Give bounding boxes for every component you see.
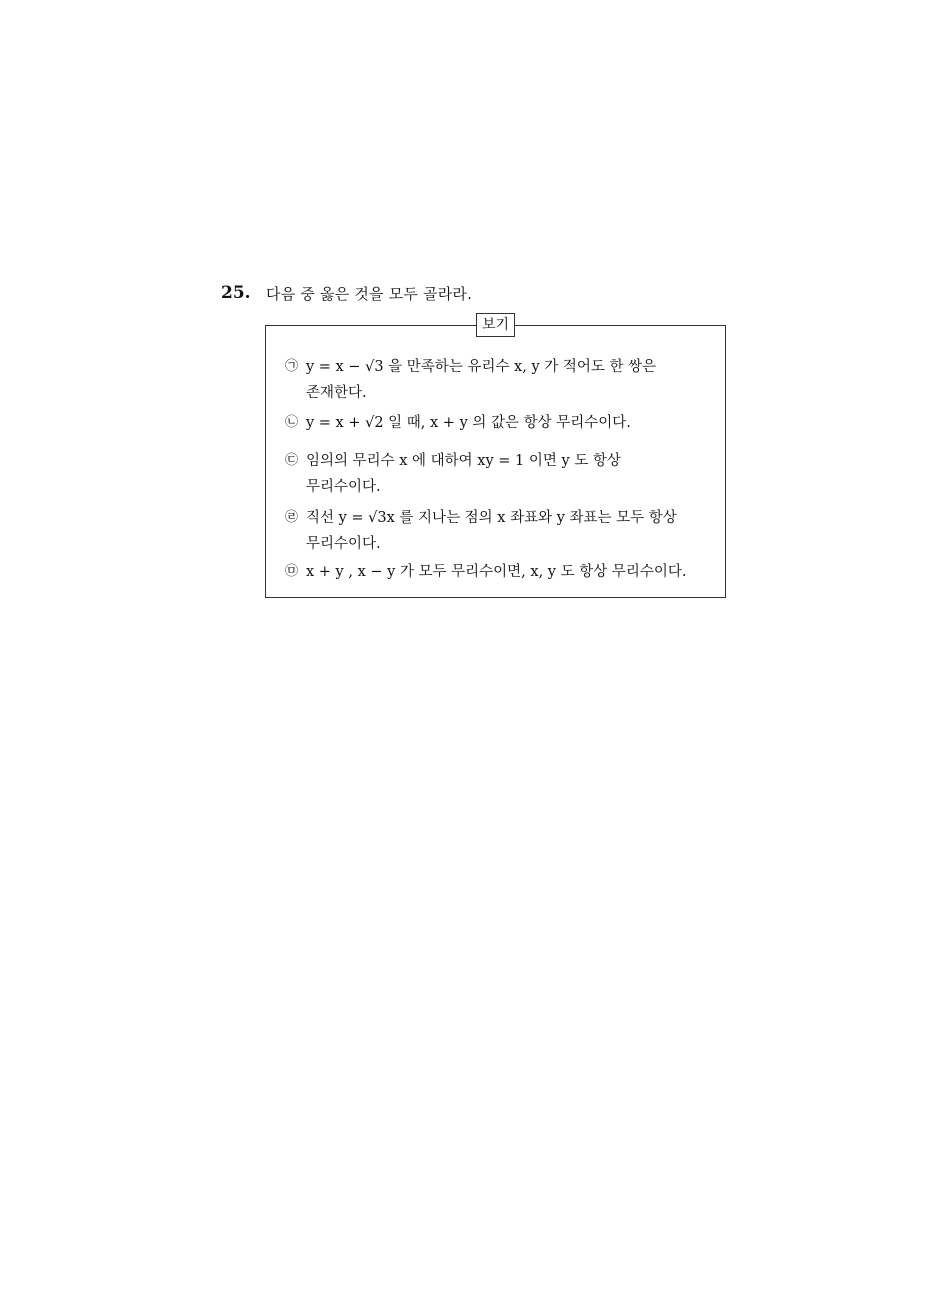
item-text xyxy=(306,559,715,585)
item-marker: ㉡ xyxy=(285,415,299,430)
bogi-item-4 xyxy=(285,505,715,557)
item-text-line: 무리수이다. xyxy=(306,536,381,552)
bogi-item-2 xyxy=(285,410,715,436)
item-text xyxy=(306,410,715,436)
question-number: 25. xyxy=(221,283,251,303)
item-text-line: y = x + √2 일 때, x + y 의 값은 항상 무리수이다. xyxy=(306,415,631,431)
item-text-line: 임의의 무리수 x 에 대하여 xy = 1 이면 y 도 항상 xyxy=(306,453,621,469)
item-text-line: y = x − √3 을 만족하는 유리수 x, y 가 적어도 한 쌍은 xyxy=(306,359,657,375)
bogi-item-5 xyxy=(285,559,715,585)
item-text-line: 무리수이다. xyxy=(306,479,381,495)
item-marker: ㉠ xyxy=(285,359,299,374)
item-marker: ㉣ xyxy=(285,510,299,525)
bogi-item-1 xyxy=(285,354,715,406)
bogi-label: 보기 xyxy=(476,313,515,337)
item-text xyxy=(306,354,715,406)
item-text-line: 존재한다. xyxy=(306,385,367,401)
question-stem: 다음 중 옳은 것을 모두 골라라. xyxy=(266,285,473,303)
bogi-item-3 xyxy=(285,448,715,500)
item-marker: ㉤ xyxy=(285,564,299,579)
item-text-line: 직선 y = √3x 를 지나는 점의 x 좌표와 y 좌표는 모두 항상 xyxy=(306,510,677,526)
item-text-line: x + y , x − y 가 모두 무리수이면, x, y 도 항상 무리수이다. xyxy=(306,564,687,580)
item-text xyxy=(306,505,715,557)
item-marker: ㉢ xyxy=(285,453,299,468)
item-text xyxy=(306,448,715,500)
